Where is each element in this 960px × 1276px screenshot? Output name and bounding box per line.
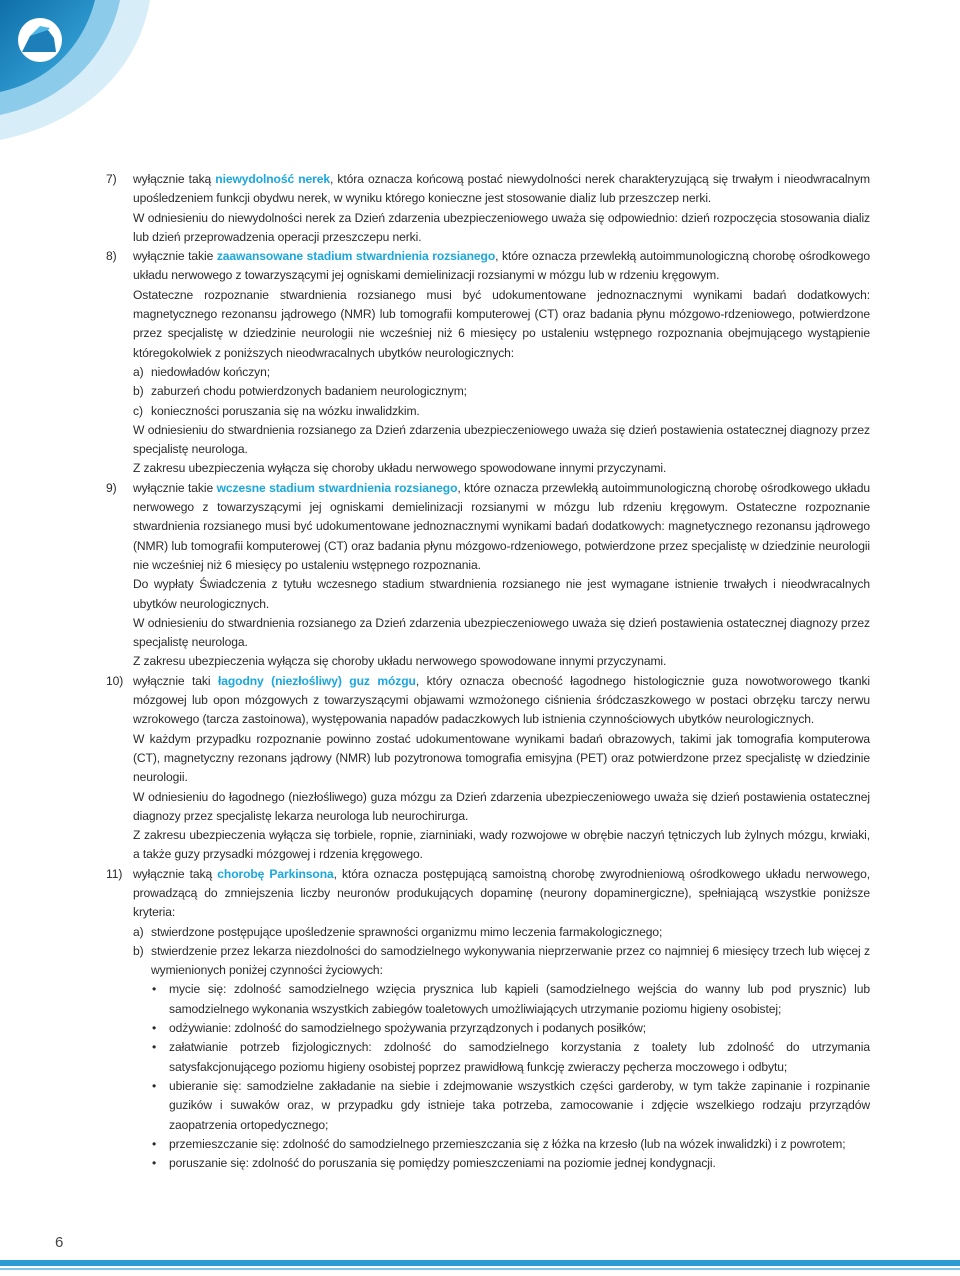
bullet-icon: • [152,1040,157,1055]
sub-item [133,382,870,401]
item-description: , który oznacza obecność łagodnego histologicznie guza nowotworowego tkanki mózgowej lub opon mózgowych z towarzyszącymi objawami wzmożonego ciśnienia śródczaszkowego w postaci obrzęku tarczy nerwu wzrokowego (tarcza zastoinowa), występowania napadów padaczkowych lub istnienia czynnościowych ubytków neurologicznych. [133,673,871,727]
item-paragraph: W odniesieniu do niewydolności nerek za Dzień zdarzenia ubezpieczeniowego uważa się odpowiednio: dzień rozpoczęcia stosowania dializ lub dzień przeprowadzenia operacji przeszczepu nerki. [133,210,870,244]
list-item [106,479,870,672]
bullet-list [133,980,870,1173]
item-paragraph: Ostateczne rozpoznanie stwardnienia rozsianego musi być udokumentowane jednoznacznymi wynikami badań dodatkowych: magnetycznego rezonansu jądrowego (NMR) lub tomografii komputerowej (CT) oraz badania płynu mózgowo-rdzeniowego, potwierdzone przez specjalistę w dziedzinie neurologii nie wcześniej niż 6 miesięcy po ustaleniu wstępnego rozpoznania obejmującego wystąpienie któregokolwiek z poniższych nieodwracalnych ubytków neurologicznych: [133,287,870,360]
document-body [106,170,870,1173]
highlighted-term: niewydolność nerek [215,172,330,186]
list-item [106,672,870,865]
bullet-item [151,1038,870,1077]
bullet-item [151,1019,870,1038]
item-number: 7) [106,172,117,186]
sub-item-text: zaburzeń chodu potwierdzonych badaniem neurologicznym; [151,384,467,399]
bullet-icon: • [152,1136,157,1151]
item-definition [133,865,870,923]
item-definition [133,170,870,209]
bullet-icon: • [152,1156,157,1171]
item-paragraph: W odniesieniu do stwardnienia rozsianego za Dzień zdarzenia ubezpieczeniowego uważa się dzień postawienia ostatecznej diagnozy przez specjalistę neurologa. [133,615,870,650]
bullet-text: odżywianie: zdolność do samodzielnego spożywania przyrządzonych i podanych posiłków; [169,1021,646,1036]
footer-rule-thin [0,1268,960,1270]
sub-item [133,402,870,421]
sub-item [133,923,870,942]
bullet-icon: • [152,1078,157,1093]
footer-rule [0,1260,960,1266]
item-number: 9) [106,480,117,495]
bullet-item [151,980,870,1019]
page-number: 6 [55,1234,64,1251]
highlighted-term: wczesne stadium stwardnienia rozsianego [216,480,458,495]
bullet-icon: • [152,1021,157,1036]
highlighted-term: łagodny (niezłośliwy) guz mózgu [218,673,416,688]
bullet-text: mycie się: zdolność samodzielnego wzięcia prysznica lub kąpieli (samodzielnego wejścia do wanny lub pod prysznic) lub samodzielnego wykonania wszystkich zabiegów toaletowych umożliwiających utrzymanie poziomu higieny osobistej; [169,982,870,1016]
bullet-text: ubieranie się: samodzielne zakładanie na siebie i zdejmowanie wszystkich części garderoby, w tym także zapinanie i rozpinanie guzików i suwaków oraz, w przypadku gdy istnieje taka potrzeba, zamocowanie i zdjęcie wszelkiego rodzaju przyrządów zaopatrzenia ortopedycznego; [169,1078,870,1132]
item-lead-text: wyłącznie taki [133,673,218,688]
item-description: , które oznacza przewlekłą autoimmunologiczną chorobę ośrodkowego układu nerwowego z towarzyszącymi jej ogniskami demielinizacji rozsianymi w mózgu lub w rdzeniu kręgowym. [133,249,870,283]
item-definition [133,479,870,575]
sub-item-letter: a) [133,364,144,379]
sub-item-letter: c) [133,403,143,418]
item-paragraph: W odniesieniu do łagodnego (niezłośliwego) guza mózgu za Dzień zdarzenia ubezpieczeniowego uważa się dzień postawienia ostatecznej diagnozy przez specjalistę lekarza neurologa lub neurochirurga. [133,789,870,823]
item-definition [133,247,870,286]
bullet-icon: • [152,982,157,997]
sub-item-text: niedowładów kończyn; [151,364,271,379]
item-number: 11) [106,866,123,881]
sub-item [133,942,870,981]
item-number: 8) [106,249,117,264]
sub-item-text: konieczności poruszania się na wózku inwalidzkim. [151,403,420,418]
bullet-text: poruszanie się: zdolność do poruszania się pomiędzy pomieszczeniami na poziomie jednej kondygnacji. [169,1156,716,1171]
list-item [106,170,870,247]
item-paragraph: Do wypłaty Świadczenia z tytułu wczesnego stadium stwardnienia rozsianego nie jest wymagane istnienie trwałych i nieodwracalnych ubytków neurologicznych. [133,577,870,611]
item-paragraph: W odniesieniu do stwardnienia rozsianego za Dzień zdarzenia ubezpieczeniowego uważa się dzień postawienia ostatecznej diagnozy przez specjalistę neurologa. [133,422,870,457]
rock-logo-icon [0,0,160,150]
bullet-item [151,1077,870,1135]
sub-item-text: stwierdzenie przez lekarza niezdolności do samodzielnego wykonywania nieprzerwanie przez co najmniej 6 miesięcy trzech lub więcej z wymienionych poniżej czynności życiowych: [151,943,870,978]
highlighted-term: chorobę Parkinsona [217,866,334,881]
sub-item-letter: a) [133,924,144,939]
item-paragraph: Z zakresu ubezpieczenia wyłącza się choroby układu nerwowego spowodowane innymi przyczynami. [133,654,667,669]
bullet-item [151,1135,870,1154]
bullet-item [151,1154,870,1173]
bullet-text: przemieszczanie się: zdolność do samodzielnego przemieszczania się z łóżka na krzesło (lub na wózek inwalidzki) i z powrotem; [169,1136,846,1151]
item-paragraph: Z zakresu ubezpieczenia wyłącza się choroby układu nerwowego spowodowane innymi przyczynami. [133,461,667,476]
list-item [106,865,870,1174]
item-lead-text: wyłącznie takie [133,249,217,264]
logo-corner [0,0,160,150]
item-paragraph: W każdym przypadku rozpoznanie powinno zostać udokumentowane wynikami badań obrazowych, takimi jak tomografia komputerowa (CT), magnetyczny rezonans jądrowy (NMR) lub pozytronowa tomografia emisyjna (PET) oraz potwierdzone przez specjalistę w dziedzinie neurologii. [133,731,870,785]
item-lead-text: wyłącznie takie [133,480,217,495]
sub-item-letter: b) [133,943,144,958]
sub-item-text: stwierdzone postępujące upośledzenie sprawności organizmu mimo leczenia farmakologicznego; [151,924,663,939]
sub-item [133,363,870,382]
list-item [106,247,870,479]
item-lead-text: wyłącznie taką [133,172,216,186]
item-paragraph: Z zakresu ubezpieczenia wyłącza się torbiele, ropnie, ziarniniaki, wady rozwojowe w obrębie naczyń tętniczych lub żylnych mózgu, krwiaki, a także guzy przysadki mózgowej i rdzenia kręgowego. [133,828,870,862]
item-lead-text: wyłącznie taką [133,866,218,881]
item-definition [133,672,870,730]
item-number: 10) [106,673,124,688]
item-description: , która oznacza postępującą samoistną chorobę zwyrodnieniową ośrodkowego układu nerwowego, prowadzącą do zmniejszenia liczby neuronów produkujących dopaminę (neurony dopaminergiczne), spełniającą wszystkie poniższe kryteria: [133,866,871,920]
item-description: , które oznacza przewlekłą autoimmunologiczną chorobę ośrodkowego układu nerwowego z towarzyszącymi jej ogniskami demielinizacji rozsianymi w mózgu lub rdzeniu kręgowym. Ostateczne rozpoznanie stwardnienia rozsianego musi być udokumentowane jednoznacznymi wynikami badań dodatkowych: magnetycznego rezonansu jądrowego (NMR) lub tomografii komputerowej (CT) oraz badania płynu mózgowo-rdzeniowego, potwierdzone przez specjalistę w dziedzinie neurologii nie wcześniej niż 6 miesięcy po ustaleniu wstępnego rozpoznania. [133,480,871,572]
highlighted-term: zaawansowane stadium stwardnienia rozsianego [216,249,496,264]
bullet-text: załatwianie potrzeb fizjologicznych: zdolność do samodzielnego korzystania z toalety lub zdolność do utrzymania satysfakcjonującego poziomu higieny osobistej poprzez prawidłową funkcję zwieraczy pęcherza moczowego i odbytu; [169,1040,870,1074]
item-description: , która oznacza końcową postać niewydolności nerek charakteryzującą się trwałym i nieodwracalnym upośledzeniem funkcji obydwu nerek, w wyniku którego konieczne jest stosowanie dializ lub przeszczep nerki. [133,172,870,206]
sub-item-letter: b) [133,384,144,399]
